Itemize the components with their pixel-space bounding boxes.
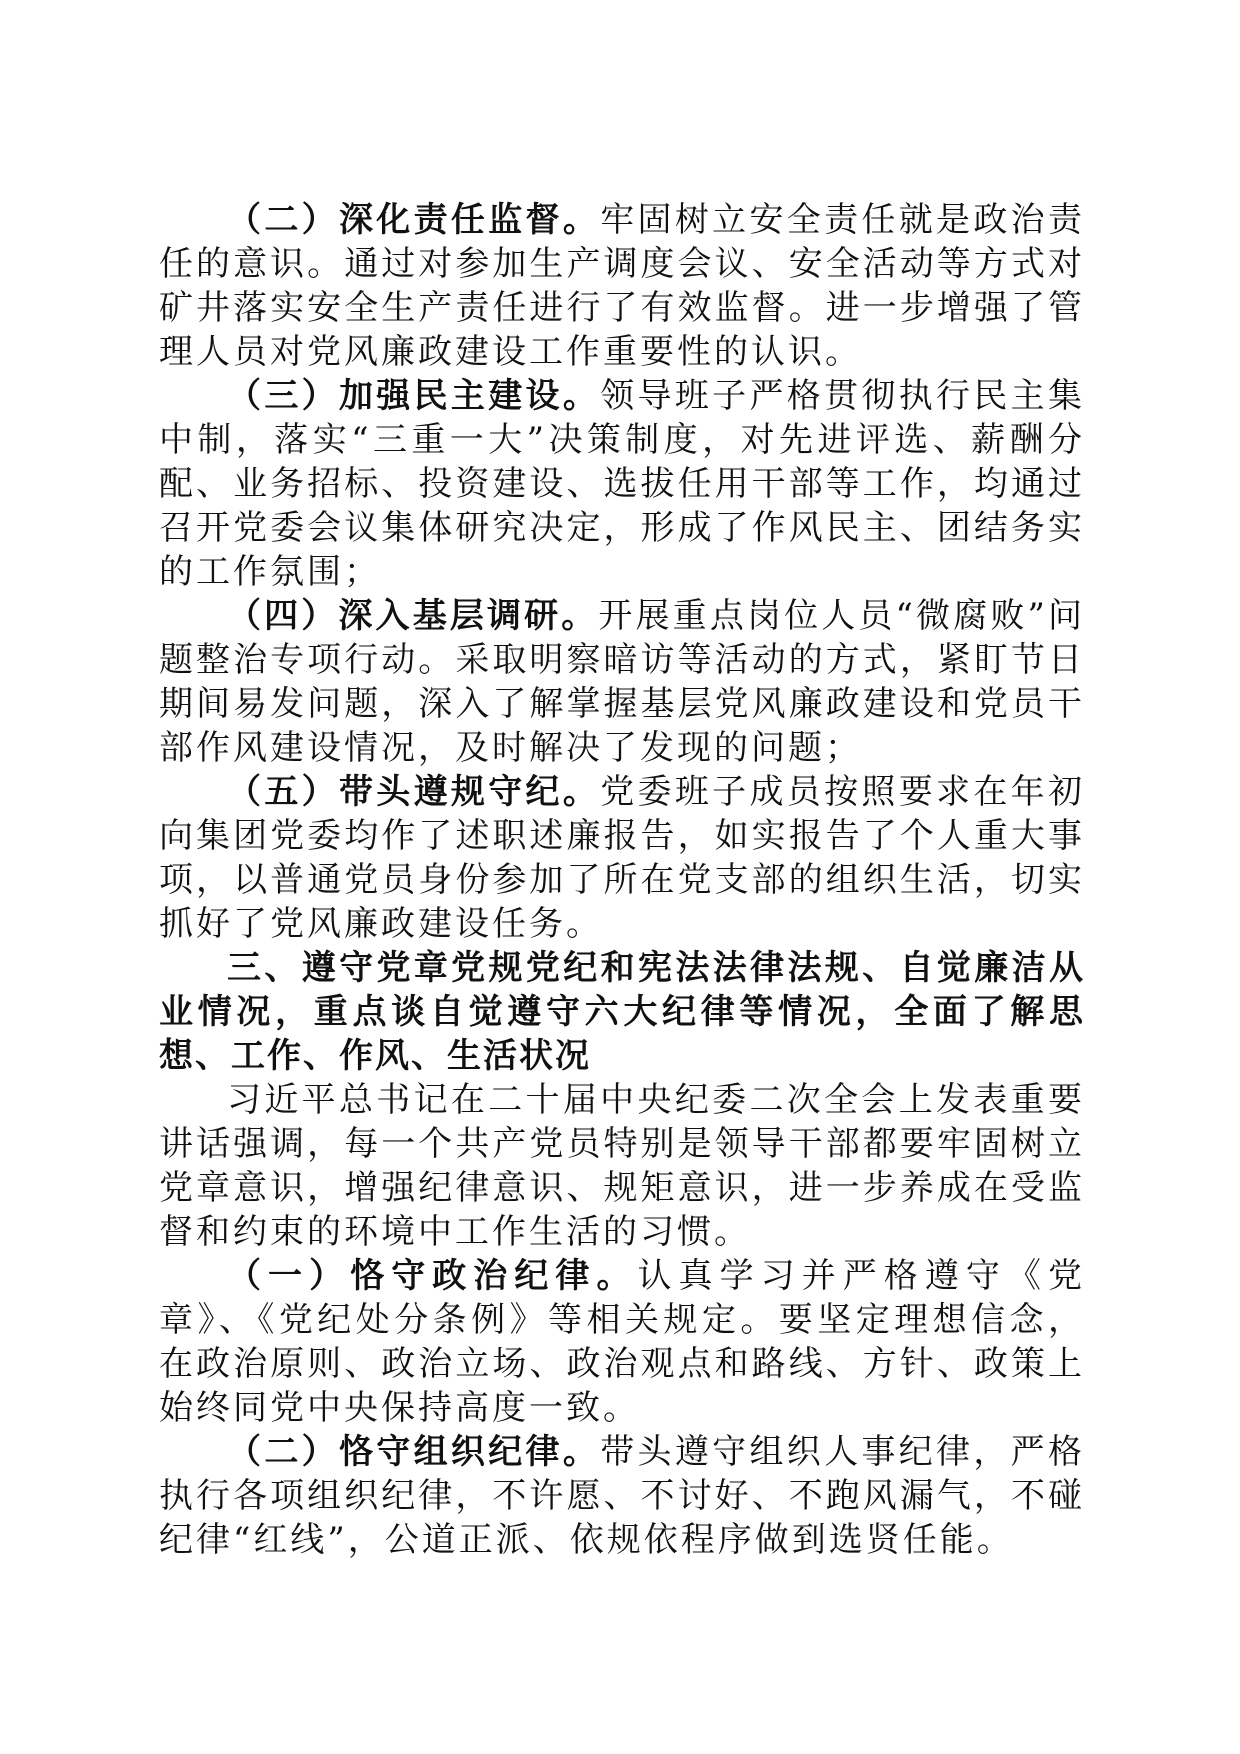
paragraph-text: 认真学习并严格遵守《党章》、《党纪处分条例》等相关规定。要坚定理想信念，在政治原则、政治立场、政治观点和路线、方针、政策上始终同党中央保持高度一致。 [159, 1256, 1085, 1428]
paragraph-grassroots-research [159, 594, 1085, 770]
paragraph-text: 党委班子成员按照要求在年初向集团党委均作了述职述廉报告，如实报告了个人重大事项，以普通党员身份参加了所在党支部的组织生活，切实抓好了党风廉政建设任务。 [159, 772, 1086, 944]
paragraph-deepen-supervision [159, 198, 1085, 374]
section-heading: 三、遵守党章党规党纪和宪法法律法规、自觉廉洁从业情况，重点谈自觉遵守六大纪律等情况，全面了解思想、工作、作风、生活状况 [159, 948, 1085, 1076]
paragraph-text: 领导班子严格贯彻执行民主集中制，落实“三重一大”决策制度，对先进评选、薪酬分配、业务招标、投资建设、选拔任用干部等工作，均通过召开党委会议集体研究决定，形成了作风民主、团结务实的工作氛围； [159, 376, 1086, 592]
paragraph-lead: （三）加强民主建设。 [227, 376, 601, 416]
paragraph-observe-rules [159, 770, 1085, 946]
paragraph-democracy-building [159, 374, 1085, 594]
paragraph-lead: （二）深化责任监督。 [227, 200, 601, 240]
paragraph-organizational-discipline [159, 1430, 1085, 1562]
document-body [159, 198, 1085, 1562]
paragraph-lead: （四）深入基层调研。 [227, 596, 599, 636]
paragraph-text: 开展重点岗位人员“微腐败”问题整治专项行动。采取明察暗访等活动的方式，紧盯节日期间易发问题，深入了解掌握基层党风廉政建设和党员干部作风建设情况，及时解决了发现的问题； [159, 596, 1085, 768]
paragraph-political-discipline [159, 1254, 1085, 1430]
paragraph-lead: （一）恪守政治纪律。 [227, 1256, 638, 1296]
paragraph-text: 带头遵守组织人事纪律，严格执行各项组织纪律，不许愿、不讨好、不跑风漏气，不碰纪律“红线”，公道正派、依规依程序做到选贤任能。 [159, 1432, 1086, 1560]
paragraph-text: 牢固树立安全责任就是政治责任的意识。通过对参加生产调度会议、安全活动等方式对矿井落实安全生产责任进行了有效监督。进一步增强了管理人员对党风廉政建设工作重要性的认识。 [159, 200, 1086, 372]
paragraph-lead: （二）恪守组织纪律。 [227, 1432, 601, 1472]
paragraph-lead: （五）带头遵规守纪。 [227, 772, 601, 812]
section-intro: 习近平总书记在二十届中央纪委二次全会上发表重要讲话强调，每一个共产党员特别是领导干部都要牢固树立党章意识，增强纪律意识、规矩意识，进一步养成在受监督和约束的环境中工作生活的习惯。 [159, 1080, 1085, 1252]
